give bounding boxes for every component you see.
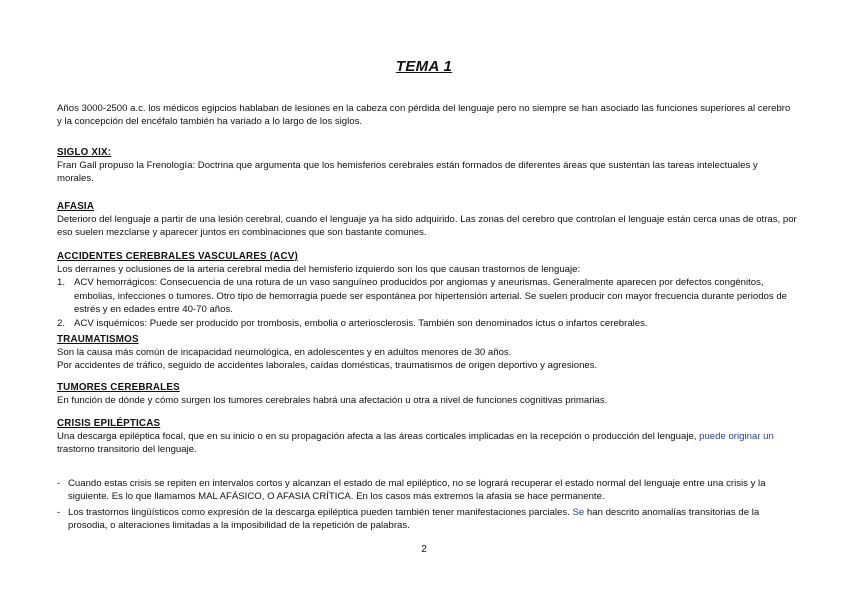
acv-list [57, 276, 797, 330]
crisis-text-b: trastorno transitorio del lenguaje. [57, 444, 197, 456]
page-number: 2 [421, 544, 427, 555]
bullet-text-highlight: Se [572, 506, 585, 518]
section-siglo [57, 147, 797, 186]
intro-paragraph [57, 102, 797, 129]
list-number: 2. [57, 317, 66, 329]
acv-intro: Los derrames y oclusiones de la arteria cerebral media del hemisferio izquierdo son los que causan trastornos de lenguaje: [57, 264, 581, 275]
trauma-heading: TRAUMATISMOS [57, 334, 139, 345]
list-item-text: ACV hemorrágicos: Consecuencia de una rotura de un vaso sanguíneo producidos por angiomas y aneurismas. Generalmente aparecen por defectos congénitos, embolias, infecciones o tumores. Otro tipo de hemorragia puede ser espontánea por hipertensión arterial. Se suelen producir con mayor frecuencia durante periodos de estrés y en edades entre 40-70 años. [74, 277, 788, 316]
tumores-text: En función de dónde y cómo surgen los tumores cerebrales habrá una afectación u otra a nivel de funciones cognitivas primarias. [57, 395, 608, 406]
page-title: TEMA 1 [395, 58, 453, 75]
afasia-heading: AFASIA [57, 201, 95, 212]
list-number: 1. [57, 277, 66, 289]
bullet-text-b: han descrito anomalías transitorias de la prosodia, o alteraciones limitadas a la imposibilidad de la repetición de palabras. [68, 506, 760, 532]
dash-list [57, 477, 792, 533]
crisis-heading: CRISIS EPILÉPTICAS [57, 418, 161, 429]
crisis-text-highlight: puede originar un [699, 431, 774, 442]
crisis-text [57, 430, 797, 457]
list-item-text: ACV isquémicos: Puede ser producido por trombosis, embolia o arteriosclerosis. También son denominados ictus o infartos cerebrales. [74, 317, 648, 329]
section-traumatismos [57, 334, 797, 373]
list-item [57, 317, 797, 330]
siglo-text: Fran Gall propuso la Frenología: Doctrina que argumenta que los hemisferios cerebrales están formados de diferentes áreas que sustentan las tareas intelectuales y morales. [57, 160, 758, 185]
list-item [57, 276, 797, 316]
intro-text: Años 3000-2500 a.c. los médicos egipcios hablaban de lesiones en la cabeza con pérdida del lenguaje pero no siempre se han asociado las funciones superiores al cerebro y la concepción del encéfalo también ha variado a lo largo de los siglos. [57, 103, 791, 128]
crisis-text-a: Una descarga epiléptica focal, que en su inicio o en su propagación afecta a las áreas corticales implicadas en la recepción o producción del lenguaje, [57, 431, 700, 442]
trauma-line-2: Por accidentes de tráfico, seguido de accidentes laborales, caídas domésticas, traumatismos de origen deportivo y agresiones. [57, 360, 598, 372]
section-tumores [57, 382, 797, 407]
section-acv [57, 251, 797, 330]
dash-marker: - [57, 506, 61, 518]
siglo-heading: SIGLO XIX: [57, 147, 112, 158]
afasia-text: Deterioro del lenguaje a partir de una lesión cerebral, cuando el lenguaje ya ha sido adquirido. Las zonas del cerebro que controlan el lenguaje están cerca unas de otras, por eso suelen mezclarse y aparecer juntos en combinaciones que son bastante comunes. [57, 214, 797, 239]
acv-heading: ACCIDENTES CEREBRALES VASCULARES (ACV) [57, 251, 298, 262]
bullet-text-a: Los trastornos lingüísticos como expresión de la descarga epiléptica pueden también tener manifestaciones parciales. [68, 506, 573, 518]
trauma-line-1: Son la causa más común de incapacidad neumológica, en adolescentes y en adultos menores de 30 años. [57, 347, 512, 358]
section-crisis [57, 418, 797, 457]
section-afasia [57, 201, 797, 240]
tumores-heading: TUMORES CEREBRALES [57, 382, 180, 393]
bullet-text-a: Cuando estas crisis se repiten en intervalos cortos y alcanzan el estado de mal epiléptico, no se logrará recuperar el estado normal del lenguaje entre una crisis y la siguiente. Es lo que llamamos MAL AFÁSICO, O AFASIA CRÍTICA. En los casos más extremos la afasia se hace permanente. [68, 478, 766, 503]
list-item [57, 477, 792, 504]
list-item [57, 506, 792, 533]
dash-marker: - [57, 478, 61, 489]
section-bullets [57, 477, 792, 535]
